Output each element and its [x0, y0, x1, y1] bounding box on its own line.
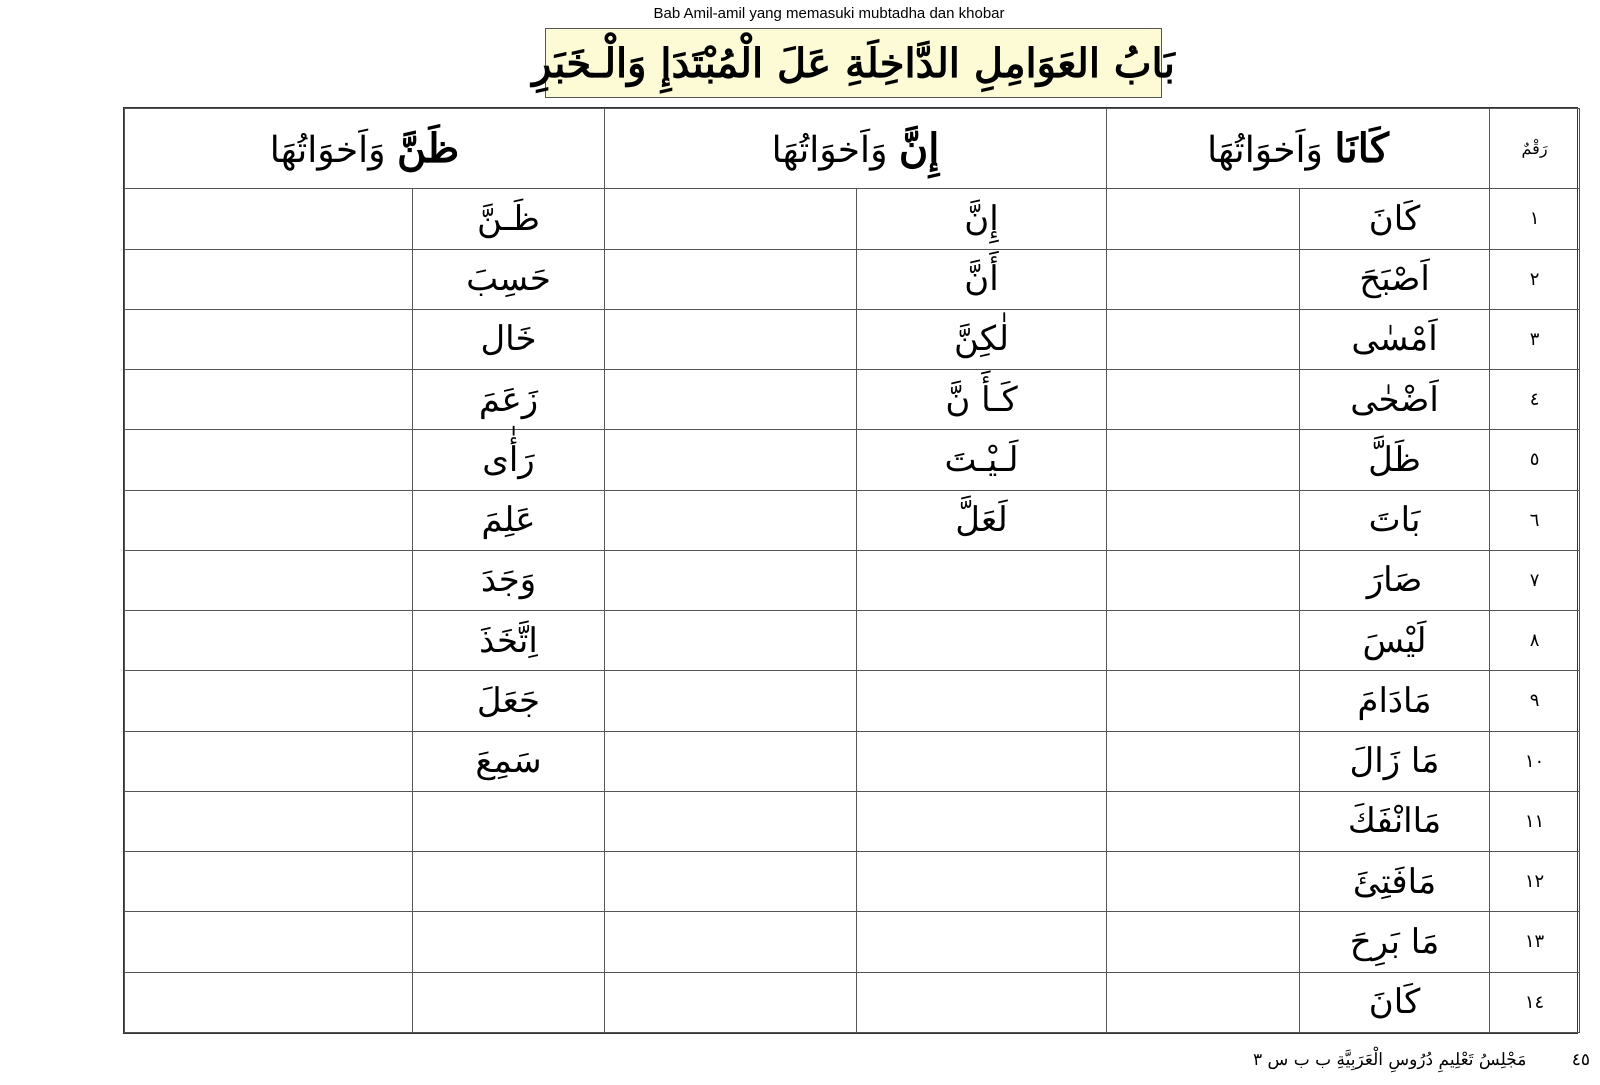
kana-blank-cell	[1107, 490, 1300, 550]
page-subtitle: Bab Amil-amil yang memasuki mubtadha dan khobar	[653, 5, 1005, 22]
table-row	[125, 430, 1580, 490]
grammar-table-container	[123, 107, 1578, 1034]
inna-word-cell: كَـأَ نَّ	[857, 370, 1107, 430]
zanna-group-name: ظَنَّ	[396, 125, 460, 173]
zanna-word-cell: رَأٰى	[413, 430, 605, 490]
kana-blank-cell	[1107, 309, 1300, 369]
zanna-word-cell	[413, 791, 605, 851]
kana-group-header	[1107, 109, 1490, 189]
zanna-blank-cell	[125, 972, 413, 1032]
table-row	[125, 309, 1580, 369]
row-number: ٥	[1490, 430, 1580, 490]
table-row	[125, 370, 1580, 430]
zanna-word-cell: حَسِبَ	[413, 249, 605, 309]
zanna-blank-cell	[125, 370, 413, 430]
book-reference: مَجْلِسُ تَعْلِيمِ دُرُوسِ الْعَرَبِيَّةِ ب ب س ٣	[1253, 1050, 1527, 1070]
kana-blank-cell	[1107, 430, 1300, 490]
zanna-word-cell: اِتَّخَذَ	[413, 611, 605, 671]
inna-blank-cell	[605, 912, 857, 972]
inna-word-cell	[857, 550, 1107, 610]
table-row	[125, 852, 1580, 912]
zanna-word-cell: ظَـنَّ	[413, 189, 605, 249]
inna-blank-cell	[605, 189, 857, 249]
inna-blank-cell	[605, 370, 857, 430]
inna-blank-cell	[605, 791, 857, 851]
kana-blank-cell	[1107, 852, 1300, 912]
kana-word-cell: مَادَامَ	[1300, 671, 1490, 731]
zanna-word-cell: سَمِعَ	[413, 731, 605, 791]
inna-blank-cell	[605, 731, 857, 791]
zanna-blank-cell	[125, 430, 413, 490]
inna-word-cell: لَـيْـتَ	[857, 430, 1107, 490]
table-row	[125, 791, 1580, 851]
inna-word-cell	[857, 791, 1107, 851]
inna-blank-cell	[605, 671, 857, 731]
kana-blank-cell	[1107, 731, 1300, 791]
row-number: ٤	[1490, 370, 1580, 430]
zanna-blank-cell	[125, 671, 413, 731]
row-number: ٣	[1490, 309, 1580, 369]
table-header-row	[125, 109, 1580, 189]
kana-word-cell: صَارَ	[1300, 550, 1490, 610]
row-number: ١٤	[1490, 972, 1580, 1032]
kana-blank-cell	[1107, 611, 1300, 671]
zanna-blank-cell	[125, 550, 413, 610]
kana-word-cell: مَا بَرِحَ	[1300, 912, 1490, 972]
zanna-blank-cell	[125, 731, 413, 791]
inna-word-cell: لٰكِنَّ	[857, 309, 1107, 369]
table-row	[125, 550, 1580, 610]
table-row	[125, 912, 1580, 972]
kana-word-cell: لَيْسَ	[1300, 611, 1490, 671]
kana-word-cell: ظَلَّ	[1300, 430, 1490, 490]
zanna-word-cell: جَعَلَ	[413, 671, 605, 731]
kana-group-suffix: وَاَخوَاتُهَا	[1207, 130, 1335, 172]
zanna-blank-cell	[125, 791, 413, 851]
inna-blank-cell	[605, 550, 857, 610]
table-row	[125, 611, 1580, 671]
zanna-word-cell: خَال	[413, 309, 605, 369]
table-row	[125, 189, 1580, 249]
page-number: ٤٥	[1571, 1050, 1590, 1070]
row-number: ٩	[1490, 671, 1580, 731]
zanna-blank-cell	[125, 912, 413, 972]
zanna-word-cell	[413, 912, 605, 972]
table-row	[125, 249, 1580, 309]
row-number: ١١	[1490, 791, 1580, 851]
inna-blank-cell	[605, 611, 857, 671]
table-row	[125, 671, 1580, 731]
kana-blank-cell	[1107, 189, 1300, 249]
row-number: ١٣	[1490, 912, 1580, 972]
zanna-blank-cell	[125, 611, 413, 671]
page-title: بَابُ العَوَامِلِ الدَّاخِلَةِ عَلَ الْمُبْتَدَإِ وَالْـخَبَرِ	[545, 28, 1162, 98]
kana-word-cell: مَافَتِئَ	[1300, 852, 1490, 912]
inna-word-cell	[857, 972, 1107, 1032]
zanna-word-cell	[413, 972, 605, 1032]
inna-blank-cell	[605, 490, 857, 550]
inna-word-cell	[857, 852, 1107, 912]
zanna-blank-cell	[125, 249, 413, 309]
row-number: ٨	[1490, 611, 1580, 671]
zanna-word-cell	[413, 852, 605, 912]
zanna-group-suffix: وَاَخوَاتُهَا	[269, 130, 397, 172]
number-column-header: رَقْمٌ	[1490, 109, 1580, 189]
zanna-blank-cell	[125, 490, 413, 550]
page-footer	[1253, 1050, 1590, 1080]
kana-word-cell: اَضْحٰى	[1300, 370, 1490, 430]
grammar-table	[124, 108, 1580, 1033]
inna-blank-cell	[605, 249, 857, 309]
table-row	[125, 731, 1580, 791]
kana-word-cell: اَصْبَحَ	[1300, 249, 1490, 309]
kana-word-cell: اَمْسٰى	[1300, 309, 1490, 369]
inna-word-cell: أَنَّ	[857, 249, 1107, 309]
zanna-group-header	[125, 109, 605, 189]
row-number: ٦	[1490, 490, 1580, 550]
inna-word-cell: لَعَلَّ	[857, 490, 1107, 550]
inna-group-name: إِنَّ	[898, 125, 940, 173]
zanna-blank-cell	[125, 852, 413, 912]
inna-blank-cell	[605, 430, 857, 490]
row-number: ٢	[1490, 249, 1580, 309]
kana-blank-cell	[1107, 671, 1300, 731]
kana-blank-cell	[1107, 912, 1300, 972]
row-number: ٧	[1490, 550, 1580, 610]
inna-group-header	[605, 109, 1107, 189]
kana-word-cell: مَاانْفَكَ	[1300, 791, 1490, 851]
zanna-word-cell: عَلِمَ	[413, 490, 605, 550]
row-number: ١٠	[1490, 731, 1580, 791]
kana-blank-cell	[1107, 249, 1300, 309]
inna-word-cell	[857, 671, 1107, 731]
zanna-word-cell: زَعَمَ	[413, 370, 605, 430]
inna-blank-cell	[605, 972, 857, 1032]
inna-word-cell	[857, 731, 1107, 791]
zanna-word-cell: وَجَدَ	[413, 550, 605, 610]
table-row	[125, 972, 1580, 1032]
kana-blank-cell	[1107, 550, 1300, 610]
kana-blank-cell	[1107, 972, 1300, 1032]
row-number: ١	[1490, 189, 1580, 249]
inna-blank-cell	[605, 309, 857, 369]
inna-word-cell	[857, 912, 1107, 972]
kana-word-cell: مَا زَالَ	[1300, 731, 1490, 791]
inna-word-cell	[857, 611, 1107, 671]
kana-word-cell: بَاتَ	[1300, 490, 1490, 550]
kana-group-name: كَانَا	[1334, 125, 1389, 173]
table-row	[125, 490, 1580, 550]
zanna-blank-cell	[125, 309, 413, 369]
row-number: ١٢	[1490, 852, 1580, 912]
inna-group-suffix: وَاَخوَاتُهَا	[771, 130, 899, 172]
inna-word-cell: إِنَّ	[857, 189, 1107, 249]
kana-blank-cell	[1107, 791, 1300, 851]
kana-blank-cell	[1107, 370, 1300, 430]
kana-word-cell: كَانَ	[1300, 189, 1490, 249]
zanna-blank-cell	[125, 189, 413, 249]
kana-word-cell: كَانَ	[1300, 972, 1490, 1032]
inna-blank-cell	[605, 852, 857, 912]
